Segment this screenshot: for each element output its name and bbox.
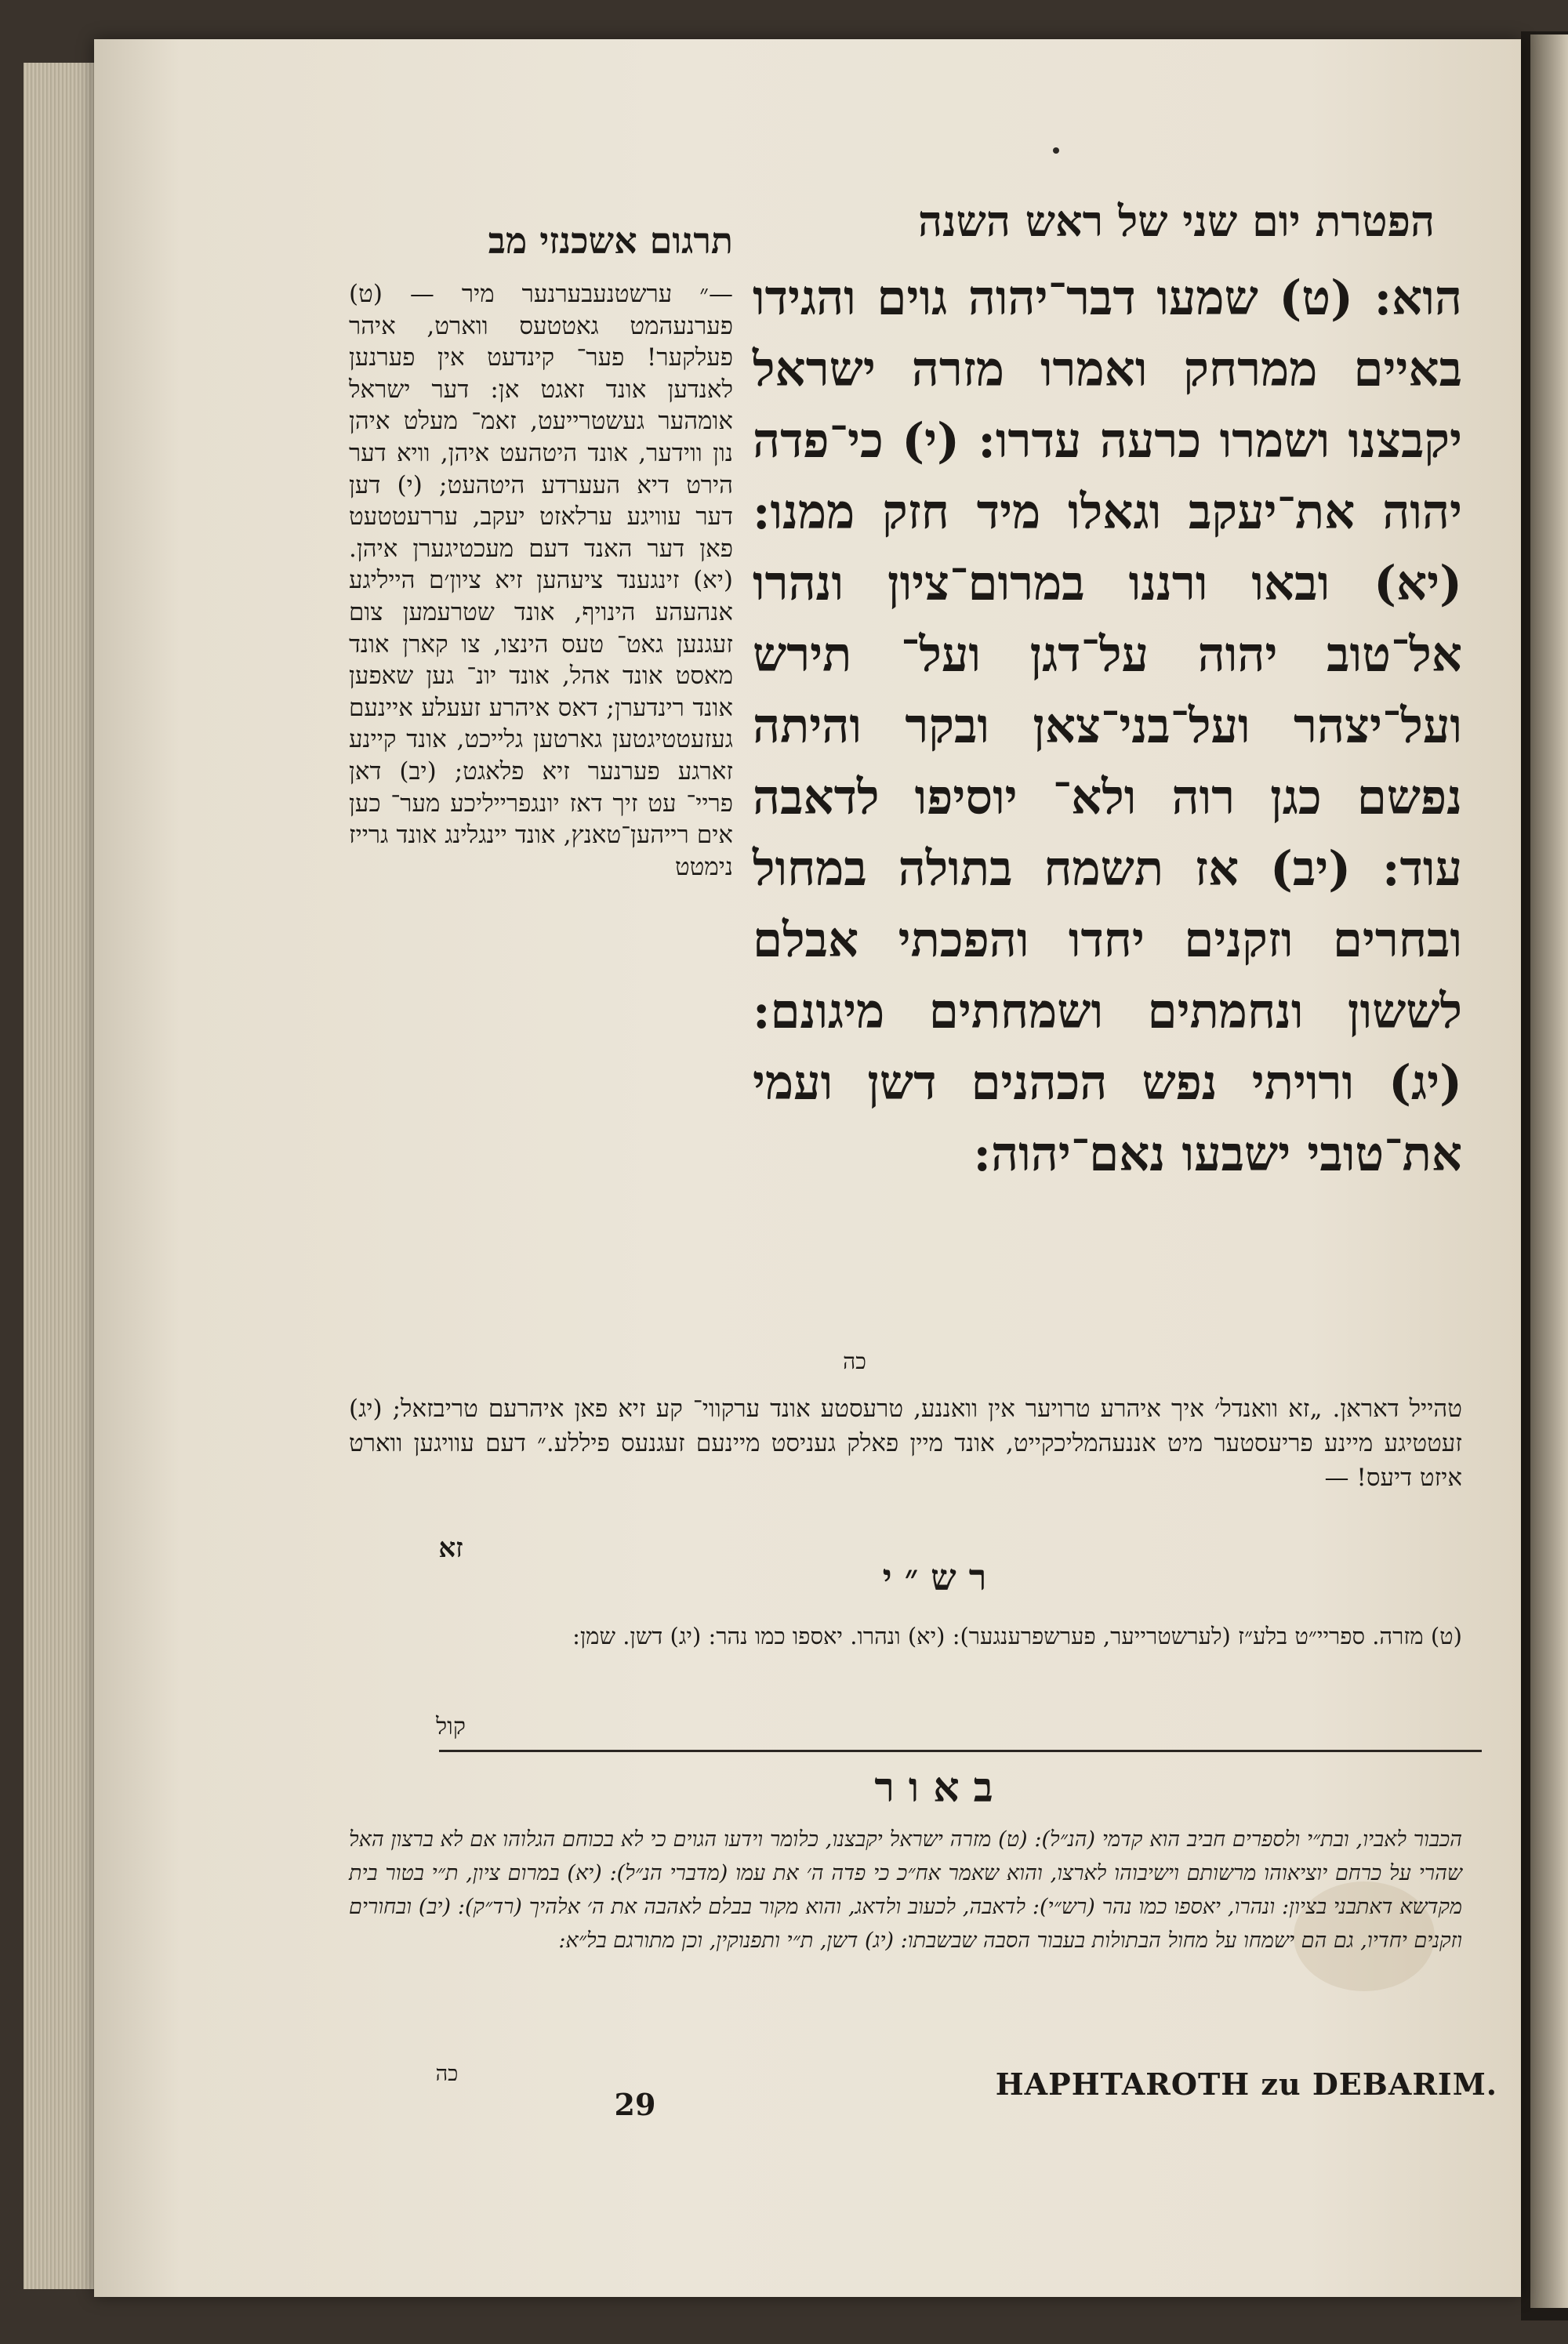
haftarah-header: הפטרת יום שני של ראש השנה <box>918 196 1435 246</box>
running-footer-title: HAPHTAROTH zu DEBARIM. <box>995 2066 1497 2102</box>
biur-heading: באור <box>874 1764 1007 1812</box>
book-spine-edge <box>24 63 102 2289</box>
rashi-catchword: קול <box>436 1713 466 1740</box>
ink-speck <box>1053 147 1059 154</box>
rashi-heading: רש״י <box>882 1556 1000 1598</box>
section-divider-rule <box>439 1750 1482 1752</box>
biur-catchword: כה <box>435 2062 459 2086</box>
page-number: 29 <box>614 2087 656 2122</box>
translation-header: תרגום אשכנזי מב <box>488 220 733 262</box>
rashi-commentary: (ט) מזרה. ספריי״ט בלע״ז (לערשטרייער, פערשפרענגער): (יא) ונהרו. יאספו כמו נהר: (יג) דשן. שמן: <box>572 1623 1462 1649</box>
translation-catchword: זא <box>438 1533 463 1564</box>
biur-commentary: הכבור לאביו, ובת״י ולספרים חביב הוא קדמי (הנ״ל): (ט) מזרה ישראל יקבצנו, כלומר וידעו הגוים כי לא בכוחם הגלוהו אם לא ברצון האל שהרי על כרחם יוציאוהו מרשותם וישיבוהו לארצו, והוא שאמר אח״כ כי פדה ה׳ את עמו (מדברי הנ״ל): (יא) במרום ציון, ת״י בטור בית מקדשא דאתבני בציון: ונהרו, יאספו כמו נהר (רש״י): לדאבה, לכעוב ולדאג, והוא מקור בבלם לאהבה את ה׳ אלהיך (רד״ק): (יב) ובחורים וזקנים יחדיו, גם הם ישמחו על מחול הבתולות בעבור הסבה שבשבתו: (יג) דשן, ת״י ותפנוקין, וכן מתורגם בל״א: <box>349 1827 1463 1953</box>
hebrew-scripture-text: הוא: (ט) שמעו דבר־יהוה גוים והגידו באיים ממרחק ואמרו מזרה ישראל יקבצנו ושמרו כרעה עדרו: (י) כי־פדה יהוה את־יעקב וגאלו מיד חזק ממנו: (יא) ובאו ורננו במרום־ציון ונהרו אל־טוב יהוה על־דגן ועל־ תירש ועל־יצהר ועל־בני־צאן ובקר והיתה נפשם כגן רוה ולא־ יוסיפו לדאבה עוד: (יב) אז תשמח בתולה במחול ובחרים וזקנים יחדו והפכתי אבלם לששון ונחמתים ושמחתים מיגונם: (יג) ורויתי נפש הכהנים דשן ועמי את־טובי ישבעו נאם־יהוה: <box>753 270 1462 1182</box>
next-page-edge <box>1530 34 1568 2308</box>
translation-continuation: טהייל דאראן. „זא וואנדל׳ איך איהרע טרויער אין וואננע, טרעסטע אונד ערקווי־ קע זיא פאן איהרעם טריבזאל; (יג) זעטטיגע מיינע פריעסטער מיט אננעהמליכקייט, אונד מיין פאלק געניסט מיינעם זעגנעס פיללע.״ דעם עוויגען ווארט איזט דיעס! — <box>349 1395 1462 1492</box>
scripture-catchword: כה <box>843 1348 866 1374</box>
german-translation-column: —״ ערשטנעבערנער מיר — (ט) פערנעהמט גאטטעס ווארט, איהר פעלקער! פער־ קינדעט אין פערנען לאנדען אונד זאגט אן: דער ישראל אומהער געשטרייעט, זאמ־ מעלט איהן נון ווידער, אונד היטהעט איהן, וויא דער הירט דיא העערדע היטהעט; (י) דען דער עוויגע ערלאזט יעקב, עררעטטעט פאן דער האנד דעם מעכטיגערן איהן. (יא) זינגענד ציעהען זיא ציון׳ם הייליגע אנהעהע הינויף, אונד שטרעמען צום זעגנען גאט־ טעס הינצו, צו קארן אונד מאסט אונד אהל, אונד יונ־ גען שאפען אונד רינדערן; דאס איהרע זעעלע איינעם געזעטטיגטען גארטען גלייכט, אונד קיינע זארגע פערנער זיא פלאגט; (יב) דאן פריי־ עט זיך דאז יונגפרייליכע מער־ כען אים רייהען־טאנץ, אונד יינגלינג אונד גרייז נימטט <box>349 280 733 881</box>
